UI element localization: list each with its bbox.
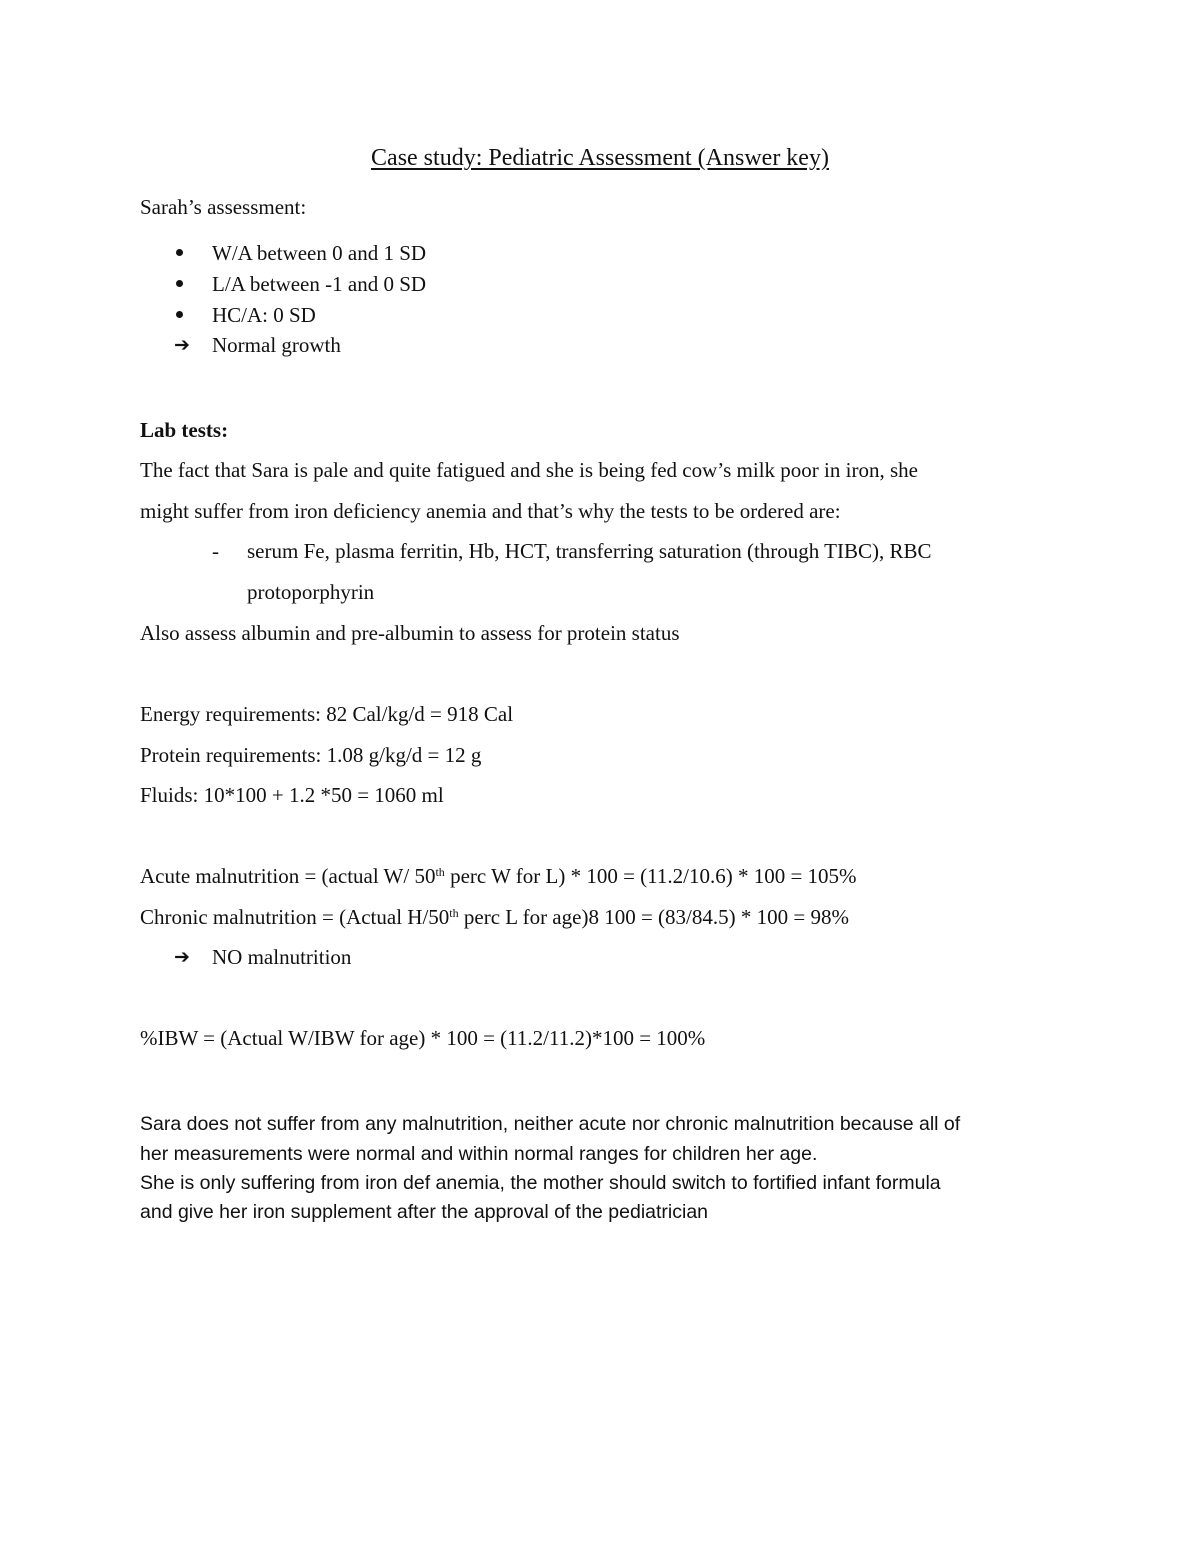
protein-assessment-line: Also assess albumin and pre-albumin to assess for protein status (140, 621, 680, 645)
summary-line: and give her iron supplement after the approval of the pediatrician (140, 1201, 709, 1223)
bullet-item: HC/A: 0 SD (212, 303, 316, 327)
dash-bullet-icon: - (212, 539, 219, 563)
malnutrition-conclusion: NO malnutrition (212, 945, 352, 969)
page-title: Case study: Pediatric Assessment (Answer key) (371, 145, 829, 171)
summary-line: She is only suffering from iron def anemia, the mother should switch to fortified infant formula (140, 1172, 941, 1194)
lab-tests-line: protoporphyrin (247, 580, 375, 604)
lab-paragraph-line: The fact that Sara is pale and quite fatigued and she is being fed cow’s milk poor in iron, she (140, 458, 918, 482)
bullet-item: L/A between -1 and 0 SD (212, 272, 427, 296)
lab-heading: Lab tests: (140, 418, 229, 442)
protein-requirements: Protein requirements: 1.08 g/kg/d = 12 g (140, 743, 482, 767)
acute-malnutrition-line: Acute malnutrition = (actual W/ 50th perc W for L) * 100 = (11.2/10.6) * 100 = 105% (140, 864, 857, 888)
chronic-malnutrition-line: Chronic malnutrition = (Actual H/50th perc L for age)8 100 = (83/84.5) * 100 = 98% (140, 905, 849, 929)
bullet-icon (176, 249, 183, 256)
lab-paragraph-line: might suffer from iron deficiency anemia and that’s why the tests to be ordered are: (140, 499, 841, 523)
energy-requirements: Energy requirements: 82 Cal/kg/d = 918 Cal (140, 702, 514, 726)
arrow-right-icon: ➔ (174, 334, 190, 356)
growth-conclusion: Normal growth (212, 333, 341, 357)
summary-line: her measurements were normal and within normal ranges for children her age. (140, 1143, 818, 1165)
bullet-icon (176, 280, 183, 287)
ibw-line: %IBW = (Actual W/IBW for age) * 100 = (11.2/11.2)*100 = 100% (140, 1026, 706, 1050)
assessment-heading: Sarah’s assessment: (140, 195, 307, 219)
lab-tests-line: serum Fe, plasma ferritin, Hb, HCT, transferring saturation (through TIBC), RBC (247, 539, 932, 563)
summary-line: Sara does not suffer from any malnutrition, neither acute nor chronic malnutrition because all of (140, 1113, 961, 1135)
fluid-requirements: Fluids: 10*100 + 1.2 *50 = 1060 ml (140, 783, 444, 807)
bullet-icon (176, 311, 183, 318)
bullet-item: W/A between 0 and 1 SD (212, 241, 427, 265)
arrow-right-icon: ➔ (174, 946, 190, 968)
